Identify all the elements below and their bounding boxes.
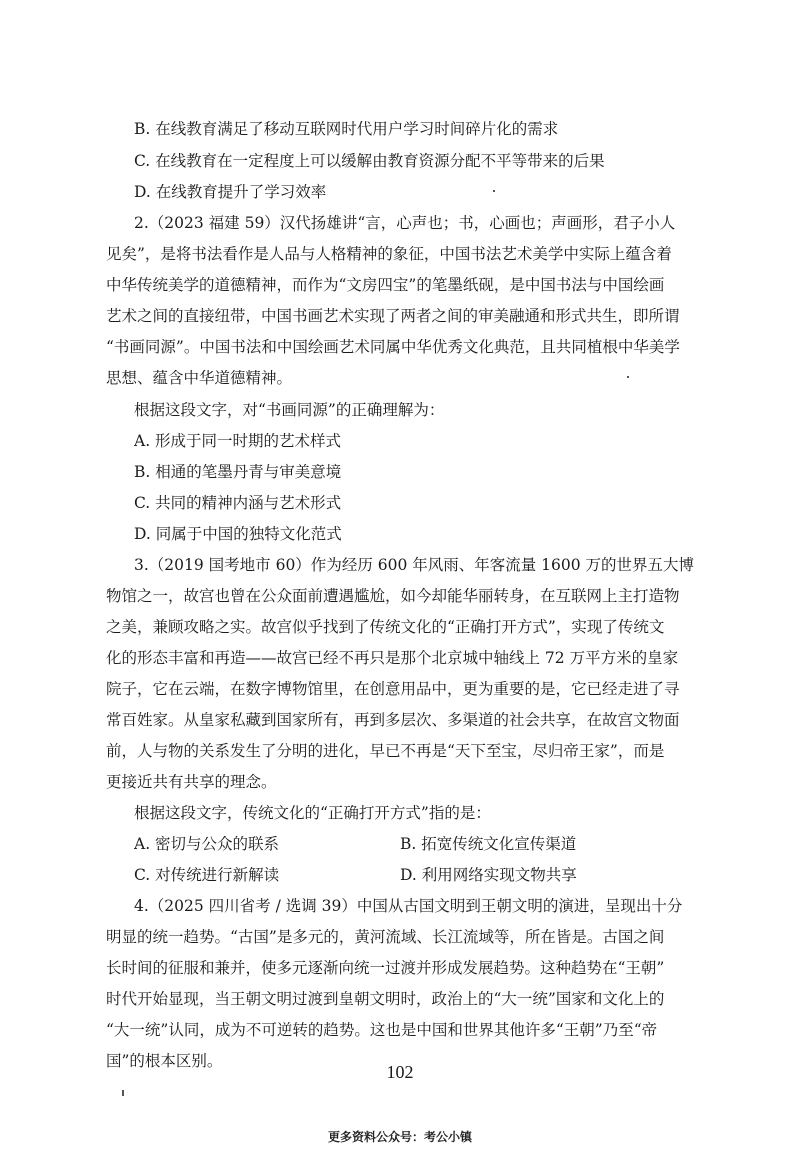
q3-paragraph-line: 更接近共有共享的理念。	[106, 773, 277, 791]
q2-paragraph-line: 见矣”，是将书法看作是人品与人格精神的象征，中国书法艺术美学中实际上蕴含着	[106, 245, 672, 263]
q3-option-b: B. 拓宽传统文化宣传渠道	[400, 835, 577, 853]
q2-question-stem: 根据这段文字，对“书画同源”的正确理解为：	[134, 401, 445, 419]
q3-paragraph-line: 化的形态丰富和再造——故宫已经不再只是那个北京城中轴线上 72 万平方米的皇家	[106, 649, 679, 667]
q1-option-d: D. 在线教育提升了学习效率	[134, 183, 327, 201]
footer-watermark: 更多资料公众号：考公小镇	[327, 1130, 472, 1144]
q2-paragraph-line: 中华传统美学的道德精神，而作为“文房四宝”的笔墨纸砚，是中国书法与中国绘画	[106, 276, 665, 294]
q2-option-c: C. 共同的精神内涵与艺术形式	[134, 494, 342, 512]
q2-paragraph-line: 2.（2023 福建 59）汉代扬雄讲“言，心声也；书，心画也；声画形，君子小人	[134, 214, 676, 232]
q3-paragraph-line: 常百姓家。从皇家私藏到国家所有，再到多层次、多渠道的社会共享，在故宫文物面	[106, 711, 680, 729]
q1-option-c: C. 在线教育在一定程度上可以缓解由教育资源分配不平等带来的后果	[134, 152, 605, 170]
scan-speck	[493, 190, 495, 192]
q3-paragraph-line: 3.（2019 国考地市 60）作为经历 600 年风雨、年客流量 1600 万的世界五大博	[134, 556, 695, 574]
q4-paragraph-line: 4.（2025 四川省考 / 选调 39）中国从古国文明到王朝文明的演进，呈现出十分	[134, 897, 683, 915]
q3-option-a: A. 密切与公众的联系	[134, 835, 280, 853]
q4-paragraph-line: 明显的统一趋势。“古国”是多元的，黄河流域、长江流域等，所在皆是。古国之间	[106, 928, 665, 946]
q2-paragraph-line: “书画同源”。中国书法和中国绘画艺术同属中华优秀文化典范，且共同植根中华美学	[106, 338, 680, 356]
q3-option-d: D. 利用网络实现文物共享	[400, 866, 577, 884]
q2-option-b: B. 相通的笔墨丹青与审美意境	[134, 463, 342, 481]
q3-option-c: C. 对传统进行新解读	[134, 866, 280, 884]
q3-paragraph-line: 院子，它在云端，在数字博物馆里，在创意用品中，更为重要的是，它已经走进了寻	[106, 680, 680, 698]
q2-paragraph-line: 思想、蕴含中华道德精神。	[106, 369, 293, 387]
q2-option-a: A. 形成于同一时期的艺术样式	[134, 432, 342, 450]
scan-speck	[627, 376, 629, 378]
scan-speck	[122, 1090, 124, 1096]
q3-paragraph-line: 前，人与物的关系发生了分明的进化，早已不再是“天下至宝，尽归帝王家”，而是	[106, 742, 665, 760]
q2-option-d: D. 同属于中国的独特文化范式	[134, 525, 342, 543]
q3-paragraph-line: 物馆之一，故宫也曾在公众面前遭遇尴尬，如今却能华丽转身，在互联网上主打造物	[106, 587, 680, 605]
page-number: 102	[386, 1062, 414, 1082]
q3-question-stem: 根据这段文字，传统文化的“正确打开方式”指的是：	[134, 804, 491, 822]
q2-paragraph-line: 艺术之间的直接纽带，中国书画艺术实现了两者之间的审美融通和形式共生，即所谓	[106, 307, 680, 325]
q1-option-b: B. 在线教育满足了移动互联网时代用户学习时间碎片化的需求	[134, 120, 559, 138]
q4-paragraph-line: 时代开始显现，当王朝文明过渡到皇朝文明时，政治上的“大一统”国家和文化上的	[106, 990, 665, 1008]
q3-paragraph-line: 之美，兼顾攻略之实。故宫似乎找到了传统文化的“正确打开方式”，实现了传统文	[106, 618, 665, 636]
q4-paragraph-line: 长时间的征服和兼并，使多元逐渐向统一过渡并形成发展趋势。这种趋势在“王朝”	[106, 959, 665, 977]
q4-paragraph-line: “大一统”认同，成为不可逆转的趋势。这也是中国和世界其他许多“王朝”乃至“帝	[106, 1021, 658, 1039]
q4-paragraph-line: 国”的根本区别。	[106, 1052, 223, 1070]
